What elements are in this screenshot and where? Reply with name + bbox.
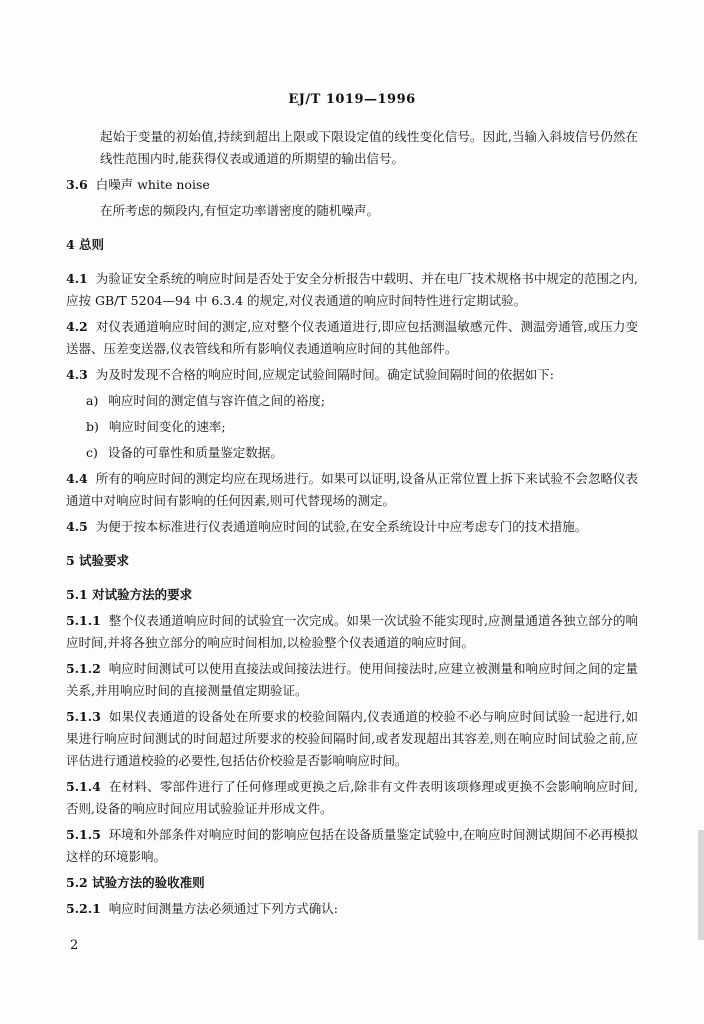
clause-number: 4.3: [66, 367, 88, 382]
clause-text: 所有的响应时间的测定均应在现场进行。如果可以证明,设备从正常位置上拆下来试验不会忽略仪表通道中对响应时间有影响的任何因素,则可代替现场的测定。: [66, 471, 638, 508]
clause-title: 白噪声 white noise: [95, 177, 210, 192]
section-heading-4: 4 总则: [66, 237, 105, 252]
document-body: [66, 126, 638, 924]
clause-5-1-1: [66, 610, 638, 654]
list-text: 响应时间变化的速率;: [108, 419, 226, 434]
clause-5-1-3: [66, 706, 638, 772]
list-text: 响应时间的测定值与容许值之间的裕度;: [108, 393, 326, 408]
clause-number: 4.1: [66, 271, 88, 286]
clause-number: 5.1.1: [66, 613, 101, 628]
clause-number: 3.6: [66, 177, 88, 192]
clause-number: 5.1.5: [66, 827, 101, 842]
clause-number: 5.1.2: [66, 661, 101, 676]
subsection-heading-5-1: 5.1 对试验方法的要求: [66, 587, 193, 602]
clause-5-1-5: [66, 824, 638, 868]
list-text: 设备的可靠性和质量鉴定数据。: [107, 445, 283, 460]
clause-text: 如果仪表通道的设备处在所要求的校验间隔内,仪表通道的校验不必与响应时间试验一起进行,如果进行响应时间测试的时间超过所要求的校验间隔时间,或者发现超出其容差,则在响应时间试验之前,应评估进行通道校验的必要性,包括估价校验是否影响响应时间。: [66, 709, 638, 768]
clause-4-3: [66, 364, 638, 386]
clause-number: 4.4: [66, 471, 88, 486]
clause-text: 为及时发现不合格的响应时间,应规定试验间隔时间。确定试验间隔时间的依据如下:: [95, 367, 554, 382]
clause-4-2: [66, 316, 638, 360]
clause-number: 5.1.4: [66, 779, 101, 794]
list-label: c): [86, 445, 98, 460]
document-header: EJ/T 1019—1996: [288, 92, 416, 107]
list-label: a): [86, 393, 99, 408]
subsection-heading-5-2: 5.2 试验方法的验收准则: [66, 875, 205, 890]
clause-5-1-4: [66, 776, 638, 820]
clause-number: 4.5: [66, 519, 88, 534]
clause-text: 环境和外部条件对响应时间的影响应包括在设备质量鉴定试验中,在响应时间测试期间不必再模拟这样的环境影响。: [66, 827, 638, 864]
clause-5-1-2: [66, 658, 638, 702]
clause-3-6: [66, 174, 638, 196]
paragraph-ramp-signal: 起始于变量的初始值,持续到超出上限或下限设定值的线性变化信号。因此,当输入斜坡信号仍然在线性范围内时,能获得仪表或通道的所期望的输出信号。: [100, 129, 638, 166]
clause-number: 5.2.1: [66, 901, 101, 916]
clause-text: 在材料、零部件进行了任何修理或更换之后,除非有文件表明该项修理或更换不会影响响应时间,否则,设备的响应时间应用试验验证并形成文件。: [66, 779, 638, 816]
clause-text: 响应时间测试可以使用直接法或间接法进行。使用间接法时,应建立被测量和响应时间之间的定量关系,并用响应时间的直接测量值定期验证。: [66, 661, 638, 698]
clause-number: 5.1.3: [66, 709, 101, 724]
clause-text: 整个仪表通道响应时间的试验宜一次完成。如果一次试验不能实现时,应测量通道各独立部分的响应时间,并将各独立部分的响应时间相加,以检验整个仪表通道的响应时间。: [66, 613, 638, 650]
clause-text: 对仪表通道响应时间的测定,应对整个仪表通道进行,即应包括测温敏感元件、测温旁通管,或压力变送器、压差变送器,仪表管线和所有影响仪表通道响应时间的其他部件。: [66, 319, 638, 356]
clause-number: 4.2: [66, 319, 88, 334]
list-label: b): [86, 419, 99, 434]
paragraph-white-noise: 在所考虑的频段内,有恒定功率谱密度的随机噪声。: [100, 203, 379, 218]
list-item-c: [66, 442, 638, 464]
clause-text: 响应时间测量方法必须通过下列方式确认:: [108, 901, 339, 916]
clause-4-4: [66, 468, 638, 512]
clause-5-2-1: [66, 898, 638, 920]
clause-4-1: [66, 268, 638, 312]
section-heading-5: 5 试验要求: [66, 553, 130, 568]
clause-text: 为验证安全系统的响应时间是否处于安全分析报告中载明、并在电厂技术规格书中规定的范围之内,应按 GB/T 5204—94 中 6.3.4 的规定,对仪表通道的响应时间特性进行定期试验。: [66, 271, 638, 308]
list-item-b: [66, 416, 638, 438]
scan-edge-shadow: [698, 830, 704, 940]
page-number: 2: [70, 938, 79, 953]
list-item-a: [66, 390, 638, 412]
clause-text: 为便于按本标准进行仪表通道响应时间的试验,在安全系统设计中应考虑专门的技术措施。: [95, 519, 588, 534]
clause-4-5: [66, 516, 638, 538]
